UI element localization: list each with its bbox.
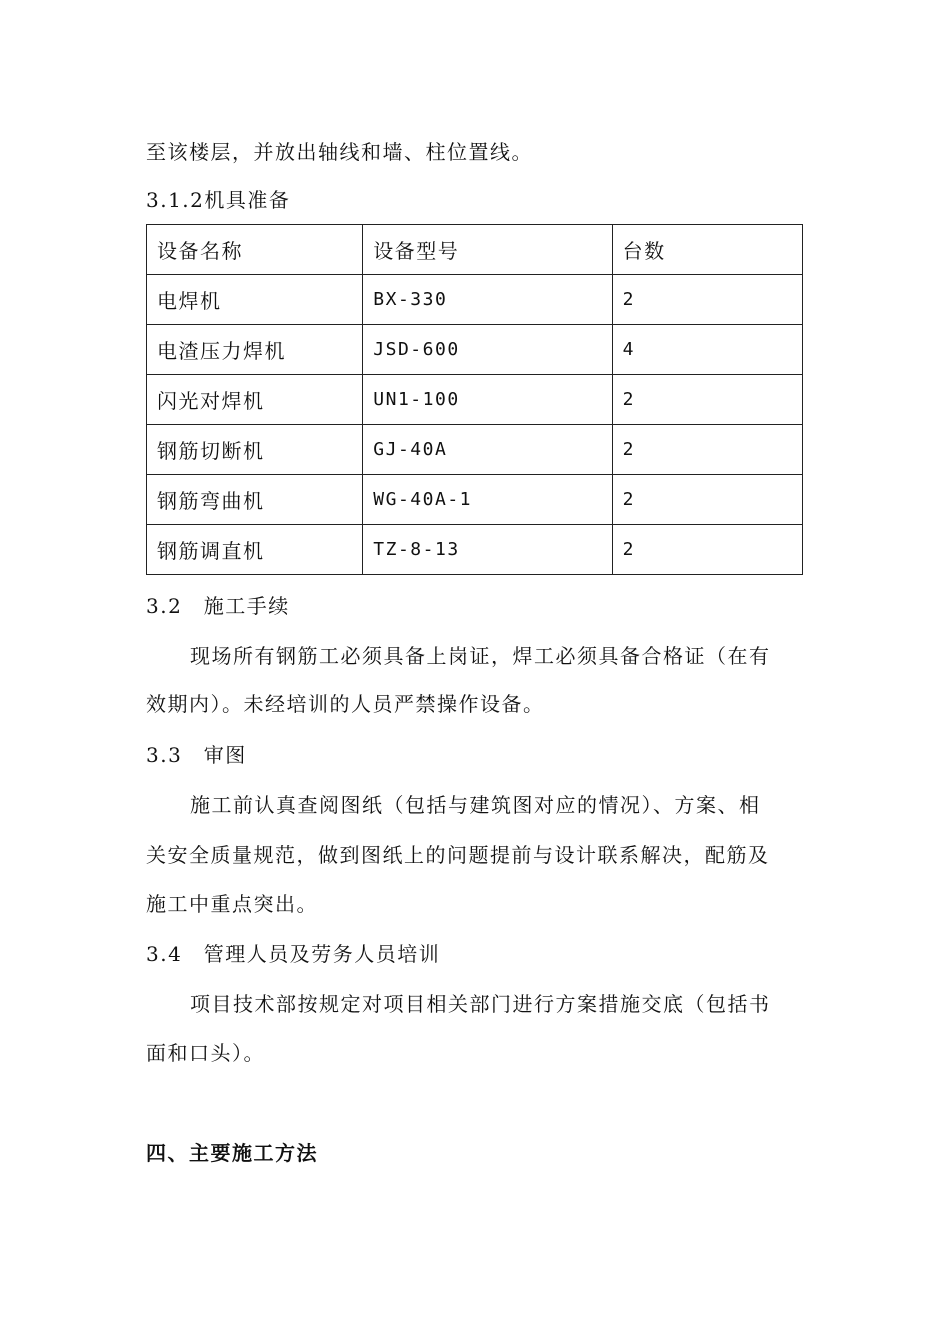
paragraph-line: 施工前认真查阅图纸（包括与建筑图对应的情况）、方案、相 <box>190 793 761 817</box>
header-cell: 设备名称 <box>147 225 363 275</box>
intro-paragraph: 至该楼层，并放出轴线和墙、柱位置线。 <box>146 140 533 164</box>
table-cell: GJ-40A <box>363 425 612 475</box>
section-3-3-heading: 3.3 审图 <box>146 743 247 767</box>
table-row <box>147 475 803 525</box>
table-cell: JSD-600 <box>363 325 612 375</box>
paragraph-line: 施工中重点突出。 <box>146 892 318 916</box>
paragraph-line: 关安全质量规范，做到图纸上的问题提前与设计联系解决，配筋及 <box>146 843 770 867</box>
header-cell: 设备型号 <box>363 225 612 275</box>
table-cell: UN1-100 <box>363 375 612 425</box>
table-row <box>147 425 803 475</box>
table-cell: 2 <box>612 525 802 575</box>
table-cell: 2 <box>612 425 802 475</box>
table-row <box>147 275 803 325</box>
table-row <box>147 325 803 375</box>
paragraph-line: 项目技术部按规定对项目相关部门进行方案措施交底（包括书 <box>190 992 771 1016</box>
table-cell: 2 <box>612 475 802 525</box>
equipment-table <box>146 224 803 575</box>
table-cell: 电渣压力焊机 <box>147 325 363 375</box>
section-3-2-heading: 3.2 施工手续 <box>146 594 290 618</box>
table-row <box>147 375 803 425</box>
table-cell: 电焊机 <box>147 275 363 325</box>
paragraph-line: 效期内）。未经培训的人员严禁操作设备。 <box>146 692 545 716</box>
table-cell: 闪光对焊机 <box>147 375 363 425</box>
section-3-1-2-heading: 3.1.2机具准备 <box>146 188 291 212</box>
table-header-row <box>147 225 803 275</box>
paragraph-line: 现场所有钢筋工必须具备上岗证，焊工必须具备合格证（在有 <box>190 644 771 668</box>
table-cell: WG-40A-1 <box>363 475 612 525</box>
table-cell: 钢筋切断机 <box>147 425 363 475</box>
section-3-4-heading: 3.4 管理人员及劳务人员培训 <box>146 942 441 966</box>
table-cell: 钢筋弯曲机 <box>147 475 363 525</box>
table-cell: BX-330 <box>363 275 612 325</box>
chapter-4-heading: 四、主要施工方法 <box>146 1141 318 1165</box>
table-cell: 钢筋调直机 <box>147 525 363 575</box>
table-cell: TZ-8-13 <box>363 525 612 575</box>
header-cell: 台数 <box>612 225 802 275</box>
table-cell: 2 <box>612 275 802 325</box>
table-cell: 2 <box>612 375 802 425</box>
table-cell: 4 <box>612 325 802 375</box>
paragraph-line: 面和口头）。 <box>146 1041 265 1065</box>
table-row <box>147 525 803 575</box>
